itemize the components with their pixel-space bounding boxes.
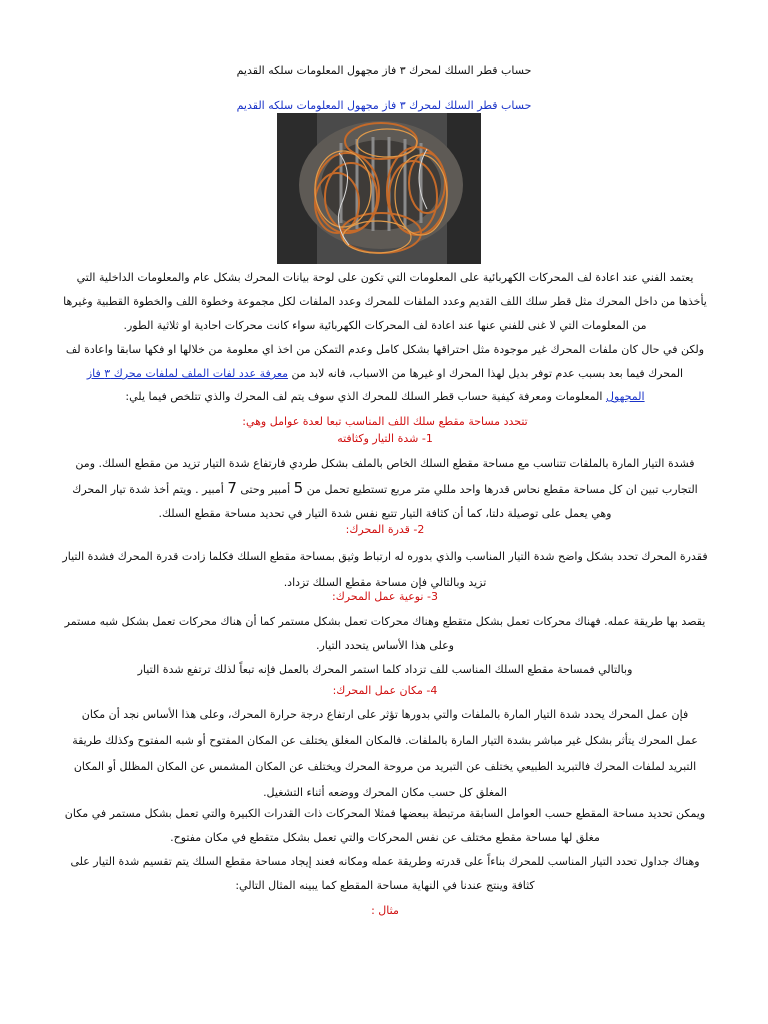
- section-2-line-1: فقدرة المحرك تحدد بشكل واضح شدة التيار المناسب والذي بدوره له ارتباط وثيق بمساحة مقطع السلك فكلما زادت قدرة المحرك فشدة التيار: [62, 550, 708, 563]
- amp-high-value: 7: [227, 479, 237, 497]
- closing-block: [40, 802, 730, 898]
- intro-line-6: [40, 386, 730, 408]
- intro-line-3: من المعلومات التي لا غنى للفني عنها عند اعادة لف المحركات الكهربائية سواء كانت محركات احادية او ثلاثية الطور.: [123, 319, 647, 332]
- document-title: حساب قطر السلك لمحرك ٣ فاز مجهول المعلومات سلكه القديم: [236, 64, 532, 77]
- intro-line-4: ولكن في حال كان ملفات المحرك غير موجودة مثل احتراقها بشكل كامل وعدم التمكن من اخذ اي معلومة من خلالها او فكها سابقا واعادة لف: [65, 343, 705, 356]
- amp-high-unit: أمبير . ويتم أخذ شدة تيار المحرك: [72, 483, 224, 496]
- section-4-heading: 4- مكان عمل المحرك:: [332, 684, 438, 697]
- motor-winding-image: [277, 113, 481, 264]
- amp-low-value: 5: [293, 479, 304, 497]
- section-1-line-2: [40, 476, 730, 502]
- closing-line-4: كثافة وينتج عندنا في النهاية مساحة المقطع كما يبينه المثال التالي:: [235, 879, 535, 892]
- section-4-line-1: فإن عمل المحرك يحدد شدة التيار المارة بالملفات والتي بدورها تؤثر على ارتفاع درجة حرارة المحرك، وعلى هذا الأساس نجد أن مكان: [81, 708, 689, 721]
- section-4-body: [40, 702, 730, 806]
- section-3-body: [40, 610, 730, 682]
- section-4-line-4: المغلق كل حسب مكان المحرك ووضعه أثناء التشغيل.: [263, 786, 507, 799]
- section-1-heading: 1- شدة التيار وكثافته: [337, 432, 433, 445]
- section-3-line-3: وبالتالي فمساحة مقطع السلك المناسب للف تزداد كلما استمر المحرك بالعمل فإنه تبعاً لذلك ترتفع شدة التيار: [137, 663, 633, 676]
- amp-low-unit: أمبير: [268, 483, 291, 496]
- section-1-body: [40, 452, 730, 526]
- section-2-heading: 2- قدرة المحرك:: [345, 523, 425, 536]
- section-1-line-2-text: التجارب تبين ان كل مساحة مقطع نحاس قدرها واحد مللي متر مربع تستطيع تحمل من: [306, 483, 698, 496]
- intro-line-5: [40, 362, 730, 386]
- section-2-line-2: تزيد وبالتالي فإن مساحة مقطع السلك تزداد.: [283, 576, 487, 589]
- motor-winding-photo: [277, 113, 481, 264]
- factors-heading: تتحدد مساحة مقطع سلك اللف المناسب تبعا لعدة عوامل وهي:: [242, 415, 528, 428]
- closing-line-2: مغلق لها مساحة مقطع مختلف عن نفس المحركات والتي تعمل بشكل متقطع في مكان مفتوح.: [170, 831, 600, 844]
- intro-line-1: يعتمد الفني عند اعادة لف المحركات الكهربائية على المعلومات التي تكون على لوحة بيانات المحرك بشكل عام والمعلومات الداخلية التي: [76, 271, 694, 284]
- section-3-line-2: وعلى هذا الأساس يتحدد التيار.: [316, 639, 454, 652]
- closing-line-3: وهناك جداول تحدد التيار المناسب للمحرك بناءاً على قدرته وطريقة عمله ومكانه فعند إيجاد مساحة مقطع السلك يتم تقسيم شدة التيار على: [70, 855, 700, 868]
- section-1-line-1: فشدة التيار المارة بالملفات تتناسب مع مساحة مقطع السلك الخاص بالملف بشكل طردي فارتفاع شدة التيار تزيد من مقطع السلك. ومن: [75, 457, 695, 470]
- intro-line-6-text: المعلومات ومعرفة كيفية حساب قطر السلك للمحرك الذي سوف يتم لف المحرك والذي تتلخص فيما يلي:: [125, 390, 603, 403]
- amp-range-connector: وحتى: [240, 483, 265, 496]
- intro-block: [40, 266, 730, 408]
- unknown-link[interactable]: المجهول: [605, 390, 645, 403]
- example-label: مثال :: [371, 904, 399, 917]
- section-3-heading: 3- نوعية عمل المحرك:: [332, 590, 438, 603]
- section-4-line-3: التبريد لملفات المحرك فالتبريد الطبيعي يختلف عن التبريد من مروحة المحرك ويختلف عن المكان المشمس عن المكان المظلل أو المكان: [73, 760, 697, 773]
- intro-line-2: يأخذها من داخل المحرك مثل قطر سلك اللف القديم وعدد الملفات للمحرك وعدد الملفات لكل مجموعة وخطوة اللف والخطوة القطبية وغيرها: [63, 295, 707, 308]
- section-4-line-2: عمل المحرك يتأثر بشكل غير مباشر بشدة التيار المارة بالملفات. فالمكان المغلق يختلف عن المكان المفتوح أو شبه المفتوح وكذلك طريقة: [72, 734, 698, 747]
- section-3-line-1: يقصد بها طريقة عمله. فهناك محركات تعمل بشكل متقطع وهناك محركات تعمل بشكل مستمر كما أن هناك محركات تعمل بشكل شبه مستمر: [64, 615, 706, 628]
- winding-turns-link[interactable]: معرفة عدد لفات الملف لملفات محرك ٣ فاز: [86, 367, 289, 380]
- section-1-line-3: وهي يعمل على توصيلة دلتا، كما أن كثافة التيار تتبع نفس شدة التيار في تحديد مساحة مقطع السلك.: [158, 507, 612, 520]
- closing-line-1: ويمكن تحديد مساحة المقطع حسب العوامل السابقة مرتبطة ببعضها فمثلا المحركات ذات القدرات الكبيرة والتي تعمل بشكل مستمر في مكان: [64, 807, 706, 820]
- document-title-link[interactable]: حساب قطر السلك لمحرك ٣ فاز مجهول المعلومات سلكه القديم: [236, 99, 532, 112]
- intro-line-5-text: المحرك فيما بعد بسبب عدم توفر بديل لهذا المحرك او غيرها من الاسباب، فانه لابد من: [291, 367, 684, 380]
